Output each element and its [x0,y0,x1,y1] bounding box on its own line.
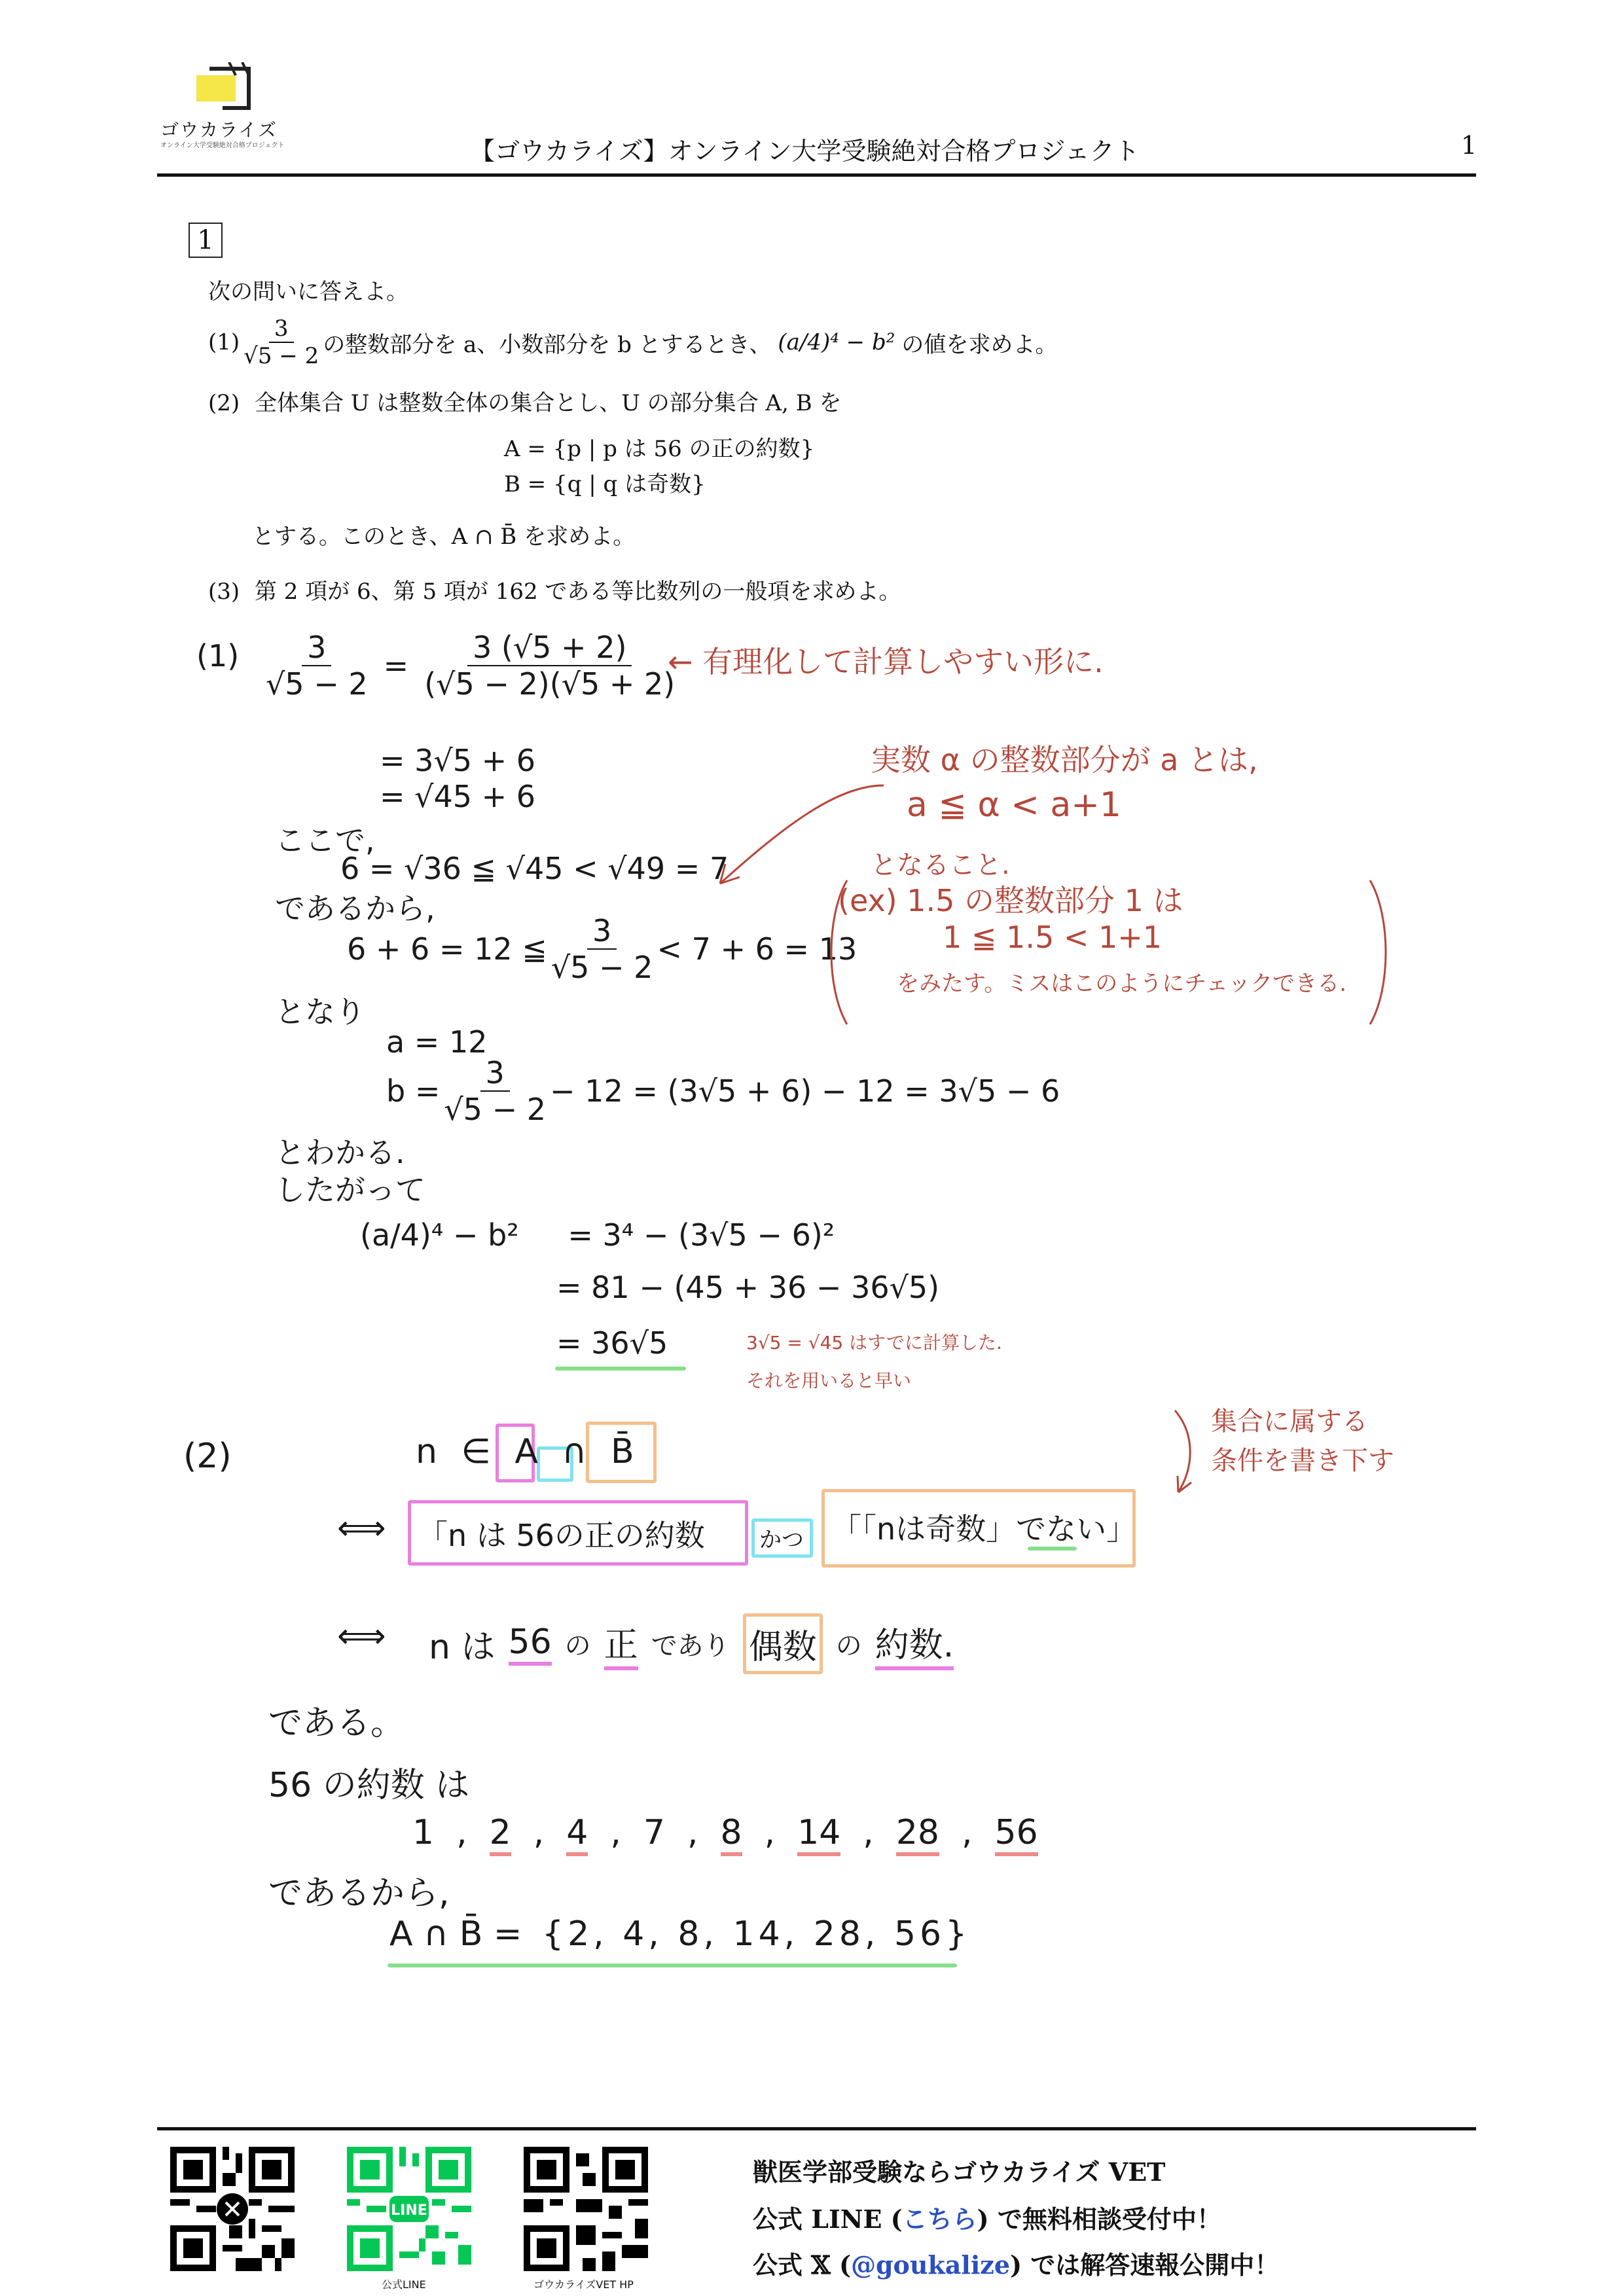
sol1-line3: = √45 + 6 [380,779,536,814]
iff-2: ⟺ [337,1617,386,1656]
ineq2-right: < 7 + 6 = 13 [657,931,857,967]
sol1-label: (1) [196,638,240,673]
divisor-28: 28 [896,1813,939,1856]
q1-fraction [244,315,319,369]
note-ex-1: (ex) 1.5 の整数部分 1 は [838,883,1183,918]
denai-underline [1028,1547,1077,1551]
note-def-3: となること. [871,850,1010,880]
comma: , [863,1813,874,1852]
q2-set-b: B = {q | q は奇数} [504,471,706,497]
comma: , [764,1813,776,1852]
footer-line3 [753,2245,1279,2281]
q2-set-a: A = {p | p は 56 の正の約数} [504,436,815,462]
line-qr-code-icon[interactable] [347,2147,471,2271]
question-1 [208,315,1057,369]
sol2-line1: n ∈ A ∩ B̄ [416,1432,641,1471]
b-eq-frac [444,1055,546,1127]
sol1-final3: = 36√5 [556,1325,668,1361]
footer-line1: 獣医学部受験ならゴウカライズ VET [753,2157,1166,2187]
logo-text: ゴウカライズ [160,119,278,141]
note-def-1: 実数 α の整数部分が a とは, [871,742,1258,778]
sol1-line2: = 3√5 + 6 [380,743,536,778]
answer-underline [388,1964,957,1967]
divisor-56: 56 [995,1813,1038,1856]
divisor-1: 1 [412,1813,435,1852]
q1-frac-num: 3 [269,315,294,343]
b-eq-num: 3 [480,1055,510,1092]
line3-n: n は [429,1628,496,1667]
logo-mark-icon [190,62,268,115]
ineq2-den: √5 − 2 [550,950,653,985]
note-rationalize: ← 有理化して計算しやすい形に. [668,644,1104,679]
header-rule [157,173,1476,177]
comma: , [687,1813,698,1852]
divisor-8: 8 [721,1813,742,1856]
note-ex-2: 1 ≦ 1.5 < 1+1 [943,920,1163,955]
note-ex-3: をみたす。ミスはこのようにチェックできる. [897,971,1347,997]
x-qr-code-icon[interactable] [170,2147,295,2271]
q3-label: (3) [208,579,240,605]
line3-gusu: 偶数 [743,1613,823,1674]
side-note-2: 条件を書き下す [1211,1446,1394,1476]
question-3 [208,573,901,605]
sol1-rhs-frac [424,630,675,702]
iff-1: ⟺ [337,1509,386,1548]
sol2-divisors-intro: 56 の約数 は [268,1766,470,1805]
sol2-dearukara: であるから, [268,1874,450,1913]
answer-rhs: {2, 4, 8, 14, 28, 56} [542,1914,971,1954]
final3-underline [555,1367,686,1371]
ineq2-num: 3 [587,913,617,950]
q1-frac-den: √5 − 2 [244,343,319,369]
comma: , [533,1813,545,1852]
sol2-answer [389,1914,971,1954]
sol1-towakaru: とわかる. [275,1135,405,1170]
q2-label: (2) [208,390,240,416]
page-number: 1 [1461,131,1477,160]
sol1-rhs-num: 3 (√5 + 2) [467,630,632,666]
note-def-2: a ≦ α < a+1 [907,785,1121,825]
q1-text-b: の値を求めよ。 [901,331,1058,358]
sol1-rhs-den: (√5 − 2)(√5 + 2) [424,666,676,702]
line3-dearu: であり [651,1631,730,1661]
cond-A: 「n は 56の正の約数 [418,1518,705,1553]
divisor-7: 7 [643,1813,665,1852]
line3-no: の [564,1631,591,1661]
sol1-lhs-den: √5 − 2 [266,666,368,702]
right-paren-icon [1365,877,1391,1028]
q1-expr: (a/4)⁴ − b² [778,329,895,355]
mini-note-1: 3√5 = √45 はすでに計算した. [746,1332,1002,1354]
divisor-2: 2 [490,1813,511,1856]
q2-text2: とする。このとき、A ∩ B̄ を求めよ。 [252,524,636,550]
side-note-1: 集合に属する [1211,1407,1368,1437]
comma: , [456,1813,467,1852]
line3-sei: 正 [604,1617,638,1670]
line3-no2: の [835,1631,862,1661]
footer-line2-b: ) で無料相談受付中！ [977,2204,1221,2234]
sol1-final2: = 81 − (45 + 36 − 36√5) [556,1270,940,1305]
sol2-label: (2) [183,1437,232,1476]
logo-subtext: オンライン大学受験絶対合格プロジェクト [160,142,285,149]
q2-text: 全体集合 U は整数全体の集合とし、U の部分集合 A, B を [254,390,842,416]
problem-number: 1 [189,223,223,258]
equals-sign: = [383,648,409,683]
sol1-ineq1: 6 = √36 ≦ √45 < √49 = 7 [340,851,729,886]
sol1-shitagatte: したがって [275,1172,425,1208]
sol1-kokode: ここで, [275,823,375,858]
line3-yakusu: 約数. [875,1617,954,1670]
footer-line2-a: 公式 LINE ( [753,2204,903,2234]
line3-56: 56 [509,1623,552,1666]
b-eq-right: − 12 = (3√5 + 6) − 12 = 3√5 − 6 [550,1073,1060,1109]
sol2-dearu: である。 [268,1704,405,1743]
sol1-ineq2 [347,913,857,985]
cond-B: 「「nは奇数」でない」 [831,1511,1137,1547]
sol1-b-eq [386,1055,1060,1127]
final1-rhs: = 3⁴ − (3√5 − 6)² [568,1217,835,1253]
b-eq-left: b = [386,1073,441,1109]
problem-intro: 次の問いに答えよ。 [208,279,408,305]
sol1-dearukara: であるから, [275,891,435,926]
sol1-final1 [360,1217,835,1253]
sol1-a-eq: a = 12 [386,1024,488,1060]
footer-line2 [753,2199,1221,2235]
q1-text-a: の整数部分を a、小数部分を b とするとき、 [323,331,772,358]
question-2 [208,385,841,417]
ineq2-left: 6 + 6 = 12 ≦ [347,931,547,967]
divisor-list [412,1813,1038,1856]
katsu: かつ [759,1527,804,1553]
sol2-line3 [429,1613,954,1674]
svg-text:LINE: LINE [391,2202,427,2219]
sol1-line1 [262,630,679,702]
footer-rule [157,2127,1476,2130]
divisor-14: 14 [797,1813,840,1856]
x-account-link[interactable]: @goukalize [850,2250,1011,2280]
qr-label-line: 公式LINE [382,2278,426,2291]
left-paren-icon [826,877,852,1028]
q1-label: (1) [208,329,240,355]
final1-lhs: (a/4)⁴ − b² [360,1217,519,1253]
comma: , [610,1813,621,1852]
footer-line3-a: 公式 𝕏 ( [753,2250,851,2280]
footer-line3-b: ) では解答速報公開中！ [1010,2250,1280,2280]
sol1-lhs-num: 3 [302,630,331,666]
answer-lhs: A ∩ B̄ = [389,1914,522,1954]
q3-text: 第 2 項が 6、第 5 項が 162 である等比数列の一般項を求めよ。 [254,579,901,605]
divisor-4: 4 [566,1813,588,1856]
b-eq-den: √5 − 2 [444,1092,547,1127]
mini-note-2: それを用いると早い [746,1370,912,1391]
hp-qr-code-icon[interactable] [524,2147,648,2271]
bracket-arrow-icon [1168,1407,1208,1499]
header-title: 【ゴウカライズ】オンライン大学受験絶対合格プロジェクト [470,137,1140,166]
sol1-lhs-frac [266,630,368,702]
ineq2-frac [551,913,653,985]
comma: , [962,1813,973,1852]
logo [144,62,288,154]
sol1-tonari: となり [275,994,365,1030]
qr-label-hp: ゴウカライズVET HP [533,2278,634,2291]
line-link[interactable]: こちら [902,2204,977,2234]
